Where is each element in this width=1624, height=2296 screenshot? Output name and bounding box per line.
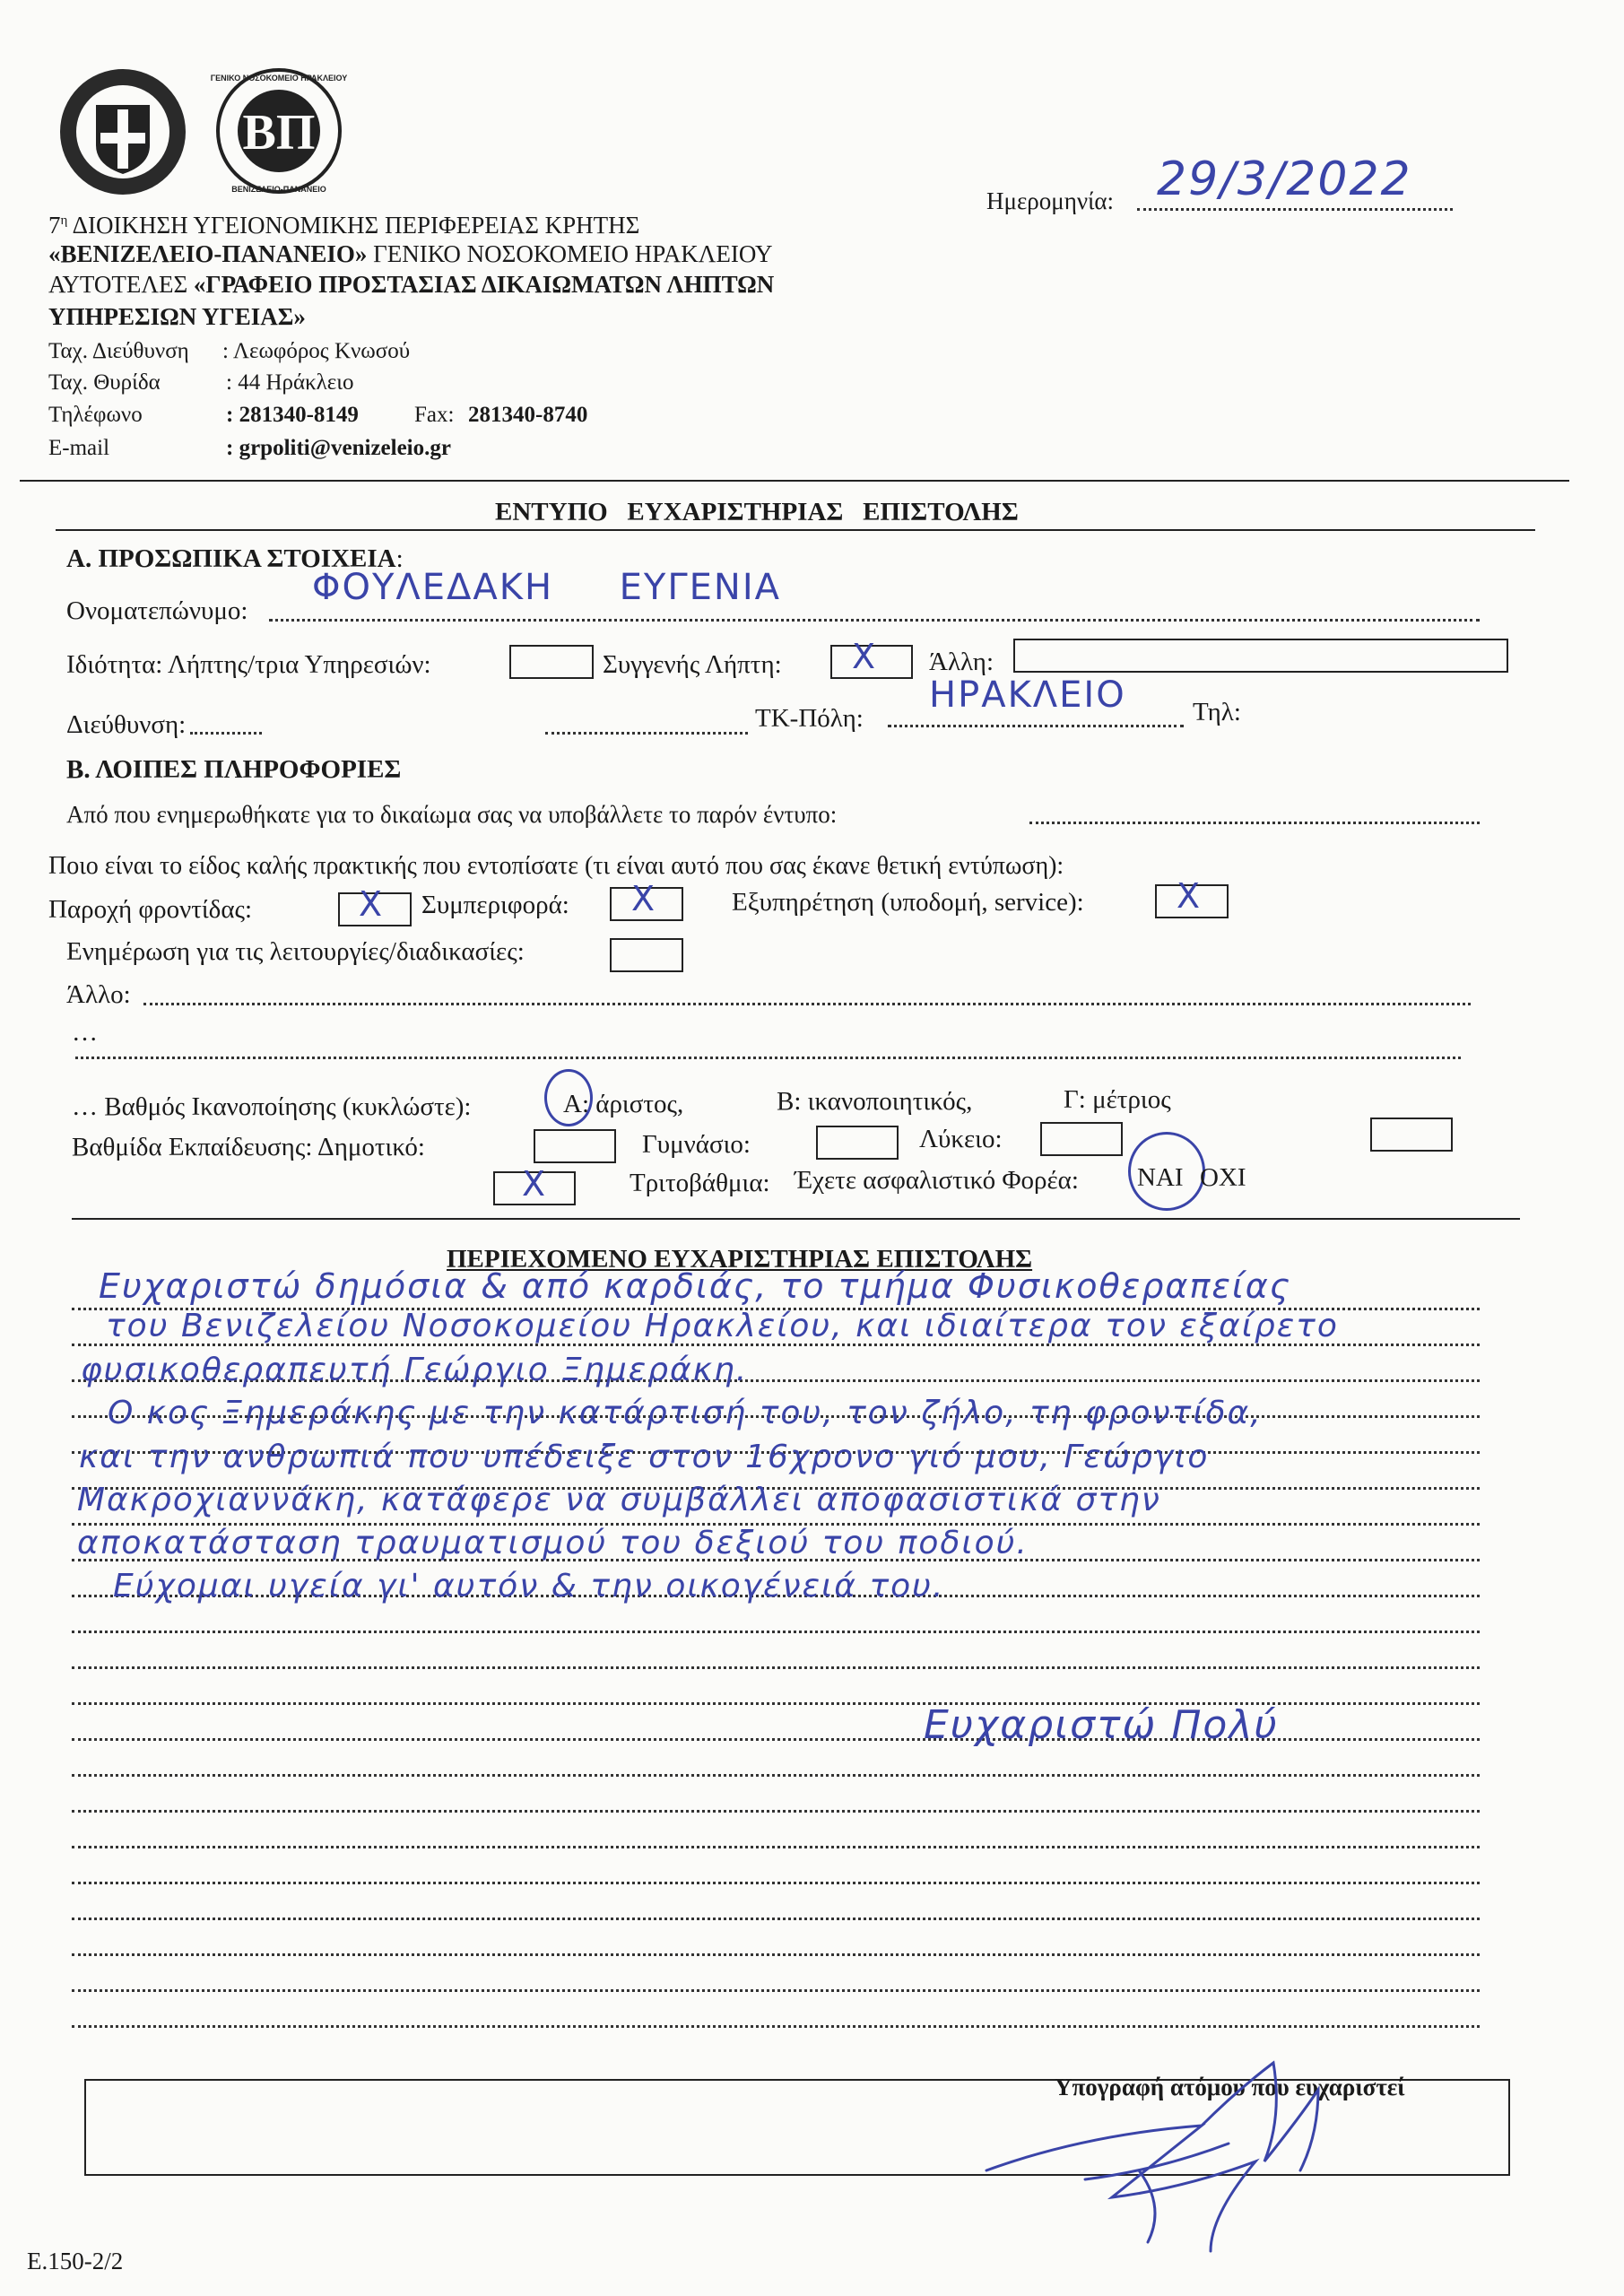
hospital-logo-text-bottom: ΒΕΝΙΖΕΛΕΙΟ-ΠΑΝΑΝΕΙΟ bbox=[231, 185, 326, 194]
gymnasium-label: Γυμνάσιο: bbox=[642, 1130, 751, 1159]
tertiary-label: Τριτοβάθμια: bbox=[630, 1169, 770, 1197]
other-practice-ellipsis: … bbox=[72, 1018, 98, 1047]
hospital-logo-text: ΓΕΝΙΚΟ ΝΟΣΟΚΟΜΕΙΟ ΗΡΑΚΛΕΙΟΥ bbox=[210, 74, 348, 83]
other-practice-label: Άλλο: bbox=[66, 980, 131, 1009]
other-capacity-label: Άλλη: bbox=[929, 648, 994, 676]
city-dotted-line bbox=[888, 725, 1184, 727]
form-title: ΕΝΤΥΠΟ ΕΥΧΑΡΙΣΤΗΡΙΑΣ ΕΠΙΣΤΟΛΗΣ bbox=[495, 498, 1019, 526]
gymnasium-checkbox[interactable] bbox=[816, 1126, 899, 1160]
header-divider bbox=[20, 480, 1569, 482]
letter-line-dots bbox=[72, 2025, 1480, 2028]
satisfaction-b[interactable]: Β: ικανοποιητικός, bbox=[777, 1087, 973, 1116]
address-dotted-line-1 bbox=[190, 732, 262, 735]
letter-line-4: Ο κος Ξημεράκης με την κατάρτισή του, τον ζήλο, τη φροντίδα, bbox=[108, 1395, 1263, 1431]
pobox-value: : 44 Ηράκλειο bbox=[226, 370, 354, 395]
letter-line-7: αποκατάσταση τραυματισμού του δεξιού του ποδιού. bbox=[77, 1525, 1029, 1561]
satisfaction-c[interactable]: Γ: μέτριος bbox=[1064, 1085, 1171, 1114]
section-a-title: Α. ΠΡΟΣΩΠΙΚΑ ΣΤΟΙΧΕΙΑ: bbox=[66, 544, 404, 573]
recipient-checkbox[interactable] bbox=[509, 645, 594, 679]
date-value: 29/3/2022 bbox=[1157, 152, 1412, 206]
name-label: Ονοματεπώνυμο: bbox=[66, 596, 248, 625]
care-check-mark: X bbox=[359, 884, 383, 924]
info-procedures-checkbox[interactable] bbox=[610, 938, 683, 972]
hospital-logo-letters: ΒΠ bbox=[242, 105, 316, 161]
email-value: : grpoliti@venizeleio.gr bbox=[226, 436, 451, 460]
tel-label: Τηλ: bbox=[1193, 698, 1241, 726]
letter-line-3: φυσικοθεραπευτή Γεώργιο Ξημεράκη. bbox=[81, 1352, 749, 1388]
insurance-label: Έχετε ασφαλιστικό Φορέα: bbox=[795, 1166, 1079, 1195]
info-source-question: Από που ενημερωθήκατε για το δικαίωμα σας να υποβάλλετε το παρόν έντυπο: bbox=[66, 801, 838, 828]
form-code: Ε.150-2/2 bbox=[27, 2248, 124, 2274]
info-procedures-label: Ενημέρωση για τις λειτουργίες/διαδικασίες: bbox=[66, 937, 525, 966]
letter-line-dots bbox=[72, 1666, 1480, 1669]
info-source-dotted-line bbox=[1029, 822, 1480, 824]
letter-line-dots bbox=[72, 1882, 1480, 1884]
tertiary-check-mark: X bbox=[522, 1164, 546, 1204]
letter-line-5: και την ανθρωπιά που υπέδειξε στον 16χρονο γιό μου, Γεώργιο bbox=[79, 1439, 1210, 1475]
satisfaction-a[interactable]: Α: άριστος, bbox=[563, 1090, 684, 1118]
relative-check-mark: X bbox=[852, 637, 876, 676]
letter-line-dots bbox=[72, 1774, 1480, 1777]
other-capacity-field[interactable] bbox=[1013, 639, 1508, 673]
header-line-1: $7^\eta$ ΔΙΟΙΚΗΣΗ ΥΓΕΙΟΝΟΜΙΚΗΣ ΠΕΡΙΦΕΡΕΙΑΣ ΚΡΗΤΗΣ bbox=[48, 212, 640, 239]
behavior-label: Συμπεριφορά: bbox=[421, 891, 569, 919]
header-line-3: ΑΥΤΟΤΕΛΕΣ «ΓΡΑΦΕΙΟ ΠΡΟΣΤΑΣΙΑΣ ΔΙΚΑΙΩΜΑΤΩΝ ΛΗΠΤΩΝ bbox=[48, 271, 775, 298]
phone-label: Τηλέφωνο bbox=[48, 403, 143, 427]
letter-line-6: Μακροχιαννάκη, κατάφερε να συμβάλλει αποφασιστικά στην bbox=[77, 1482, 1161, 1518]
behavior-check-mark: X bbox=[631, 879, 656, 918]
address-value: : Λεωφόρος Κνωσού bbox=[222, 339, 411, 363]
city-value[interactable]: ΗΡΑΚΛΕΙΟ bbox=[929, 674, 1126, 716]
relative-label: Συγγενής Λήπτη: bbox=[603, 650, 782, 679]
letter-closing: Ευχαριστώ Πολύ bbox=[924, 1702, 1279, 1748]
insurance-yes[interactable]: ΝΑΙ bbox=[1137, 1163, 1184, 1192]
header-line-2: «ΒΕΝΙΖΕΛΕΙΟ-ΠΑΝΑΝΕΙΟ» ΓΕΝΙΚΟ ΝΟΣΟΚΟΜΕΙΟ ΗΡΑΚΛΕΙΟΥ bbox=[48, 240, 773, 267]
insurance-no[interactable]: ΟΧΙ bbox=[1200, 1163, 1246, 1192]
letter-line-dots bbox=[72, 1810, 1480, 1813]
letter-line-dots bbox=[72, 1953, 1480, 1956]
service-label: Εξυπηρέτηση (υποδομή, service): bbox=[732, 888, 1084, 917]
letter-line-dots bbox=[72, 1989, 1480, 1992]
city-label: ΤΚ-Πόλη: bbox=[755, 704, 864, 733]
letter-line-dots bbox=[72, 1846, 1480, 1848]
date-label: Ημερομηνία: bbox=[986, 187, 1115, 214]
letter-line-dots bbox=[72, 1918, 1480, 1920]
letter-line-1: Ευχαριστώ δημόσια & από καρδιάς, το τμήμα Φυσικοθεραπείας bbox=[99, 1266, 1292, 1306]
other-practice-dotted-line-2 bbox=[75, 1057, 1461, 1059]
phone-value: : 281340-8149 bbox=[226, 403, 359, 427]
date-dotted-line bbox=[1137, 208, 1453, 211]
address-field-label: Διεύθυνση: bbox=[66, 710, 187, 739]
signature-label: Υπογραφή ατόμου που ευχαριστεί bbox=[1055, 2074, 1405, 2100]
section-b-title: Β. ΛΟΙΠΕΣ ΠΛΗΡΟΦΟΡΙΕΣ bbox=[66, 755, 402, 784]
name-value[interactable]: ΦΟΥΛΕΔΑΚΗ ΕΥΓΕΝΙΑ bbox=[312, 567, 781, 608]
other-practice-dotted-line-1 bbox=[143, 1003, 1471, 1005]
header-line-4: ΥΠΗΡΕΣΙΩΝ ΥΓΕΙΑΣ» bbox=[48, 303, 306, 330]
capacity-label: Ιδιότητα: Λήπτης/τρια Υπηρεσιών: bbox=[66, 650, 431, 679]
address-label: Ταχ. Διεύθυνση bbox=[48, 339, 189, 363]
care-label: Παροχή φροντίδας: bbox=[48, 895, 253, 924]
address-dotted-line-2 bbox=[545, 732, 748, 735]
form-title-underline bbox=[56, 529, 1535, 531]
service-check-mark: X bbox=[1177, 876, 1201, 916]
hospital-logo bbox=[212, 61, 346, 200]
pobox-label: Ταχ. Θυρίδα bbox=[48, 370, 161, 395]
letter-line-dots bbox=[72, 1631, 1480, 1633]
extra-checkbox[interactable] bbox=[1370, 1118, 1453, 1152]
lyceum-checkbox[interactable] bbox=[1040, 1122, 1123, 1156]
greek-coat-of-arms-logo bbox=[56, 65, 190, 199]
lyceum-label: Λύκειο: bbox=[919, 1125, 1003, 1153]
email-label: E-mail bbox=[48, 436, 110, 460]
primary-checkbox[interactable] bbox=[534, 1129, 616, 1163]
good-practice-question: Ποιο είναι το είδος καλής πρακτικής που εντοπίσατε (τι είναι αυτό που σας έκανε θετική εντύπωση): bbox=[48, 852, 1064, 880]
letter-line-2: του Βενιζελείου Νοσοκομείου Ηρακλείου, και ιδιαίτερα τον εξαίρετο bbox=[106, 1308, 1339, 1344]
letter-line-8: Εύχομαι υγεία γι' αυτόν & την οικογένειά του. bbox=[113, 1568, 945, 1605]
fax-label: Fax: bbox=[414, 403, 455, 427]
signature-scribble bbox=[977, 2036, 1354, 2269]
education-label: Βαθμίδα Εκπαίδευσης: Δημοτικό: bbox=[72, 1133, 425, 1161]
letter-divider bbox=[72, 1218, 1520, 1220]
satisfaction-label: … Βαθμός Ικανοποίησης (κυκλώστε): bbox=[72, 1092, 472, 1121]
name-dotted-line bbox=[269, 619, 1480, 622]
letter-title: ΠΕΡΙΕΧΟΜΕΝΟ ΕΥΧΑΡΙΣΤΗΡΙΑΣ ΕΠΙΣΤΟΛΗΣ bbox=[447, 1245, 1033, 1274]
fax-value: 281340-8740 bbox=[468, 403, 588, 427]
